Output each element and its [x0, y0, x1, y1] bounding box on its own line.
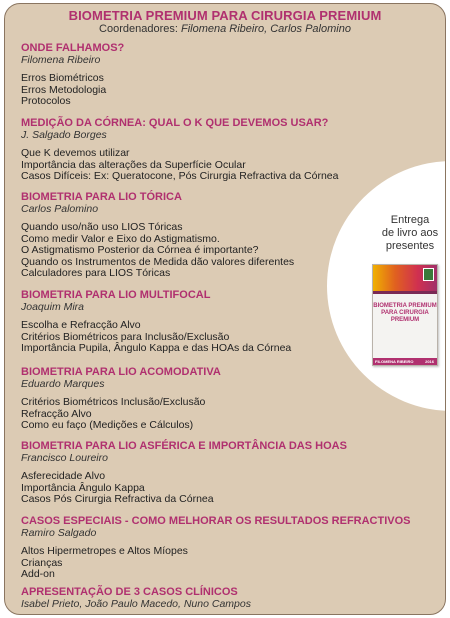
session-block	[21, 440, 441, 506]
coordinators-line	[5, 23, 445, 35]
session-topics	[21, 222, 441, 280]
session-block	[21, 289, 441, 355]
session-topics	[21, 148, 441, 183]
session-author: Filomena Ribeiro	[21, 54, 101, 66]
session-topics	[21, 546, 441, 581]
book-year: 2016	[425, 359, 434, 364]
session-topics	[21, 320, 441, 355]
topic-item: Casos Pós Cirurgia Refractiva da Córnea	[21, 493, 214, 505]
topic-item: Critérios Biométricos para Inclusão/Exclusão	[21, 330, 230, 343]
topic-item: Erros Biométricos	[21, 72, 104, 84]
session-author: Joaquim Mira	[21, 301, 85, 313]
session-author: Eduardo Marques	[21, 378, 105, 390]
session-title: BIOMETRIA PARA LIO ASFÉRICA E IMPORTÂNCIA DAS HOAS	[21, 440, 347, 452]
session-block	[21, 42, 441, 108]
topic-item: O Astigmatismo Posterior da Córnea é importante?	[21, 244, 259, 256]
session-topics	[21, 397, 441, 432]
session-block	[21, 366, 441, 432]
session-author: J. Salgado Borges	[21, 129, 107, 141]
book-title-line: BIOMETRIA PREMIUM	[373, 303, 437, 309]
topic-item: Refracção Alvo	[21, 407, 92, 420]
topic-item: Erros Metodologia	[21, 83, 107, 96]
offer-line: Entrega	[390, 214, 430, 226]
topic-item: Casos Difíceis: Ex: Queratocone, Pós Cirurgia Refractiva da Córnea	[21, 170, 339, 182]
topic-item: Quando uso/não uso LIOS Tóricas	[21, 221, 183, 233]
session-title: BIOMETRIA PARA LIO MULTIFOCAL	[21, 289, 211, 301]
topic-item: Asferecidade Alvo	[21, 470, 106, 482]
book-author: FILOMENA RIBEIRO	[375, 359, 414, 364]
session-author: Carlos Palomino	[21, 203, 99, 215]
session-title: APRESENTAÇÃO DE 3 CASOS CLÍNICOS	[21, 586, 238, 598]
book-title-line: PARA CIRURGIA	[381, 310, 429, 316]
session-title: CASOS ESPECIAIS - COMO MELHORAR OS RESULTADOS REFRACTIVOS	[21, 515, 411, 527]
page-title: BIOMETRIA PREMIUM PARA CIRURGIA PREMIUM	[68, 8, 382, 23]
topic-item: Importância Pupila, Ângulo Kappa e das HOAs da Córnea	[21, 342, 292, 354]
topic-item: Como medir Valor e Eixo do Astigmatismo.	[21, 232, 220, 245]
session-block	[21, 586, 441, 610]
topic-item: Como eu faço (Medições e Cálculos)	[21, 419, 194, 431]
topic-item: Protocolos	[21, 95, 71, 107]
offer-line: de livro aos	[381, 227, 439, 239]
session-title: ONDE FALHAMOS?	[21, 42, 125, 54]
book-title-line: PREMIUM	[390, 317, 420, 323]
program-card	[4, 3, 446, 615]
topic-item: Quando os Instrumentos de Medida dão valores diferentes	[21, 255, 295, 268]
session-author: Ramiro Salgado	[21, 527, 97, 539]
offer-line: presentes	[385, 240, 435, 252]
topic-item: Crianças	[21, 556, 63, 569]
session-topics	[21, 73, 441, 108]
session-author: Francisco Loureiro	[21, 452, 108, 464]
session-block	[21, 191, 441, 280]
coordinators-label: Coordenadores:	[99, 23, 178, 35]
session-author: Isabel Prieto, João Paulo Macedo, Nuno Campos	[21, 598, 251, 610]
session-title: BIOMETRIA PARA LIO ACOMODATIVA	[21, 366, 221, 378]
topic-item: Calculadores para LIOS Tóricas	[21, 267, 171, 279]
topic-item: Add-on	[21, 568, 55, 580]
topic-item: Que K devemos utilizar	[21, 147, 130, 159]
session-topics	[21, 471, 441, 506]
topic-item: Altos Hipermetropes e Altos Míopes	[21, 545, 188, 557]
topic-item: Importância das alterações da Superfície Ocular	[21, 158, 246, 171]
topic-item: Importância Ângulo Kappa	[21, 481, 145, 494]
session-title: MEDIÇÃO DA CÓRNEA: QUAL O K QUE DEVEMOS USAR?	[21, 117, 329, 129]
coordinators-names: Filomena Ribeiro, Carlos Palomino	[180, 23, 351, 35]
session-block	[21, 515, 441, 581]
topic-item: Critérios Biométricos Inclusão/Exclusão	[21, 396, 206, 408]
session-block	[21, 117, 441, 183]
session-title: BIOMETRIA PARA LIO TÓRICA	[21, 191, 182, 203]
topic-item: Escolha e Refracção Alvo	[21, 319, 141, 331]
